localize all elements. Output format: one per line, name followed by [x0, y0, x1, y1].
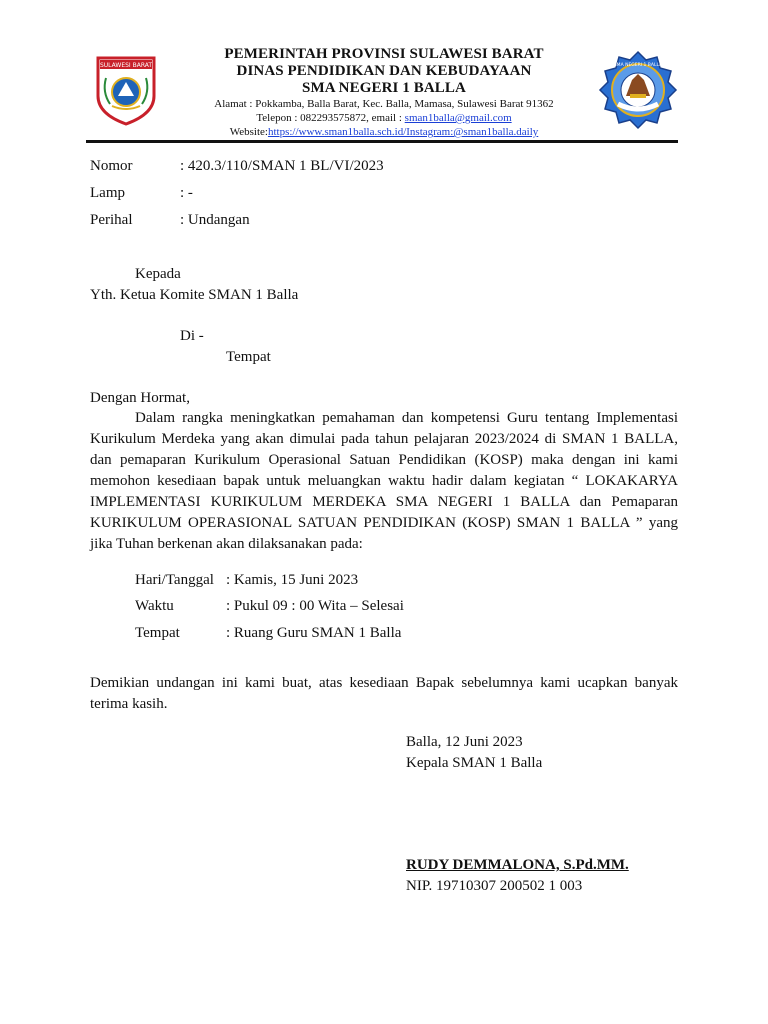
- email-link[interactable]: sman1balla@gmail.com: [404, 112, 512, 124]
- detail-value-date: : Kamis, 15 Juni 2023: [226, 572, 359, 588]
- emblem-text: SULAWESI BARAT: [99, 62, 153, 69]
- letterhead-text: [88, 46, 680, 139]
- province-title: PEMERINTAH PROVINSI SULAWESI BARAT: [224, 46, 544, 62]
- closing-paragraph: Demikian undangan ini kami buat, atas kesediaan Bapak sebelumnya kami ucapkan banyak terima kasih.: [90, 675, 678, 712]
- meta-value-nomor: : 420.3/110/SMAN 1 BL/VI/2023: [180, 158, 384, 174]
- school-badge: [596, 50, 680, 130]
- school-website: [88, 125, 680, 139]
- agency-title: DINAS PENDIDIKAN DAN KEBUDAYAAN: [236, 63, 532, 79]
- detail-value-time: : Pukul 09 : 00 Wita – Selesai: [226, 598, 404, 614]
- phone-label: Telepon : 082293575872, email :: [256, 112, 405, 124]
- signature-position: Kepala SMAN 1 Balla: [406, 755, 543, 771]
- signature-name: RUDY DEMMALONA, S.Pd.MM.: [406, 857, 629, 873]
- body-paragraph: Dalam rangka meningkatkan pemahaman dan kompetensi Guru tentang Implementasi Kurikulum Merdeka yang akan dimulai pada tahun pelajaran 2023/2024 di SMAN 1 BALLA, dan pemaparan Kurikulum Operasional Satuan Pendidikan (KOSP) maka dengan ini kami memohon kesediaan bapak untuk meluangkan waktu hadir dalam kegiatan “ LOKAKARYA IMPLEMENTASI KURIKULUM MERDEKA SMA NEGERI 1 BALLA dan Pemaparan KURIKULUM OPERASIONAL SATUAN PENDIDIKAN (KOSP) SMAN 1 BALLA ” yang jika Tuhan berkenan akan dilaksanakan pada:: [90, 410, 678, 552]
- recipient-tempat: Tempat: [226, 349, 271, 365]
- meta-label-nomor: Nomor: [90, 158, 133, 174]
- recipient-kepada: Kepada: [135, 266, 181, 282]
- badge-text: SMA NEGERI 1 BALLA: [613, 63, 663, 68]
- school-title: SMA NEGERI 1 BALLA: [302, 80, 466, 96]
- signature-place-date: Balla, 12 Juni 2023: [406, 734, 523, 750]
- detail-label-place: Tempat: [135, 625, 180, 641]
- recipient-di: Di -: [180, 328, 204, 344]
- school-address: Alamat : Pokkamba, Balla Barat, Kec. Balla, Mamasa, Sulawesi Barat 91362: [214, 98, 554, 110]
- website-link[interactable]: https://www.sman1balla.sch.id/Instagram:@sman1balla.daily: [267, 126, 539, 138]
- meta-label-perihal: Perihal: [90, 212, 133, 228]
- website-label: Website:: [229, 126, 268, 138]
- school-contact: [88, 111, 680, 125]
- letterhead: [88, 42, 680, 144]
- greeting: Dengan Hormat,: [90, 390, 190, 406]
- detail-label-date: Hari/Tanggal: [135, 572, 214, 588]
- meta-label-lamp: Lamp: [90, 185, 125, 201]
- detail-label-time: Waktu: [135, 598, 174, 614]
- detail-value-place: : Ruang Guru SMAN 1 Balla: [226, 625, 402, 641]
- letterhead-divider: [86, 140, 678, 143]
- recipient-yth: Yth. Ketua Komite SMAN 1 Balla: [90, 287, 299, 303]
- meta-value-perihal: : Undangan: [180, 212, 250, 228]
- signature-nip: NIP. 19710307 200502 1 003: [406, 878, 583, 894]
- meta-value-lamp: : -: [180, 185, 193, 201]
